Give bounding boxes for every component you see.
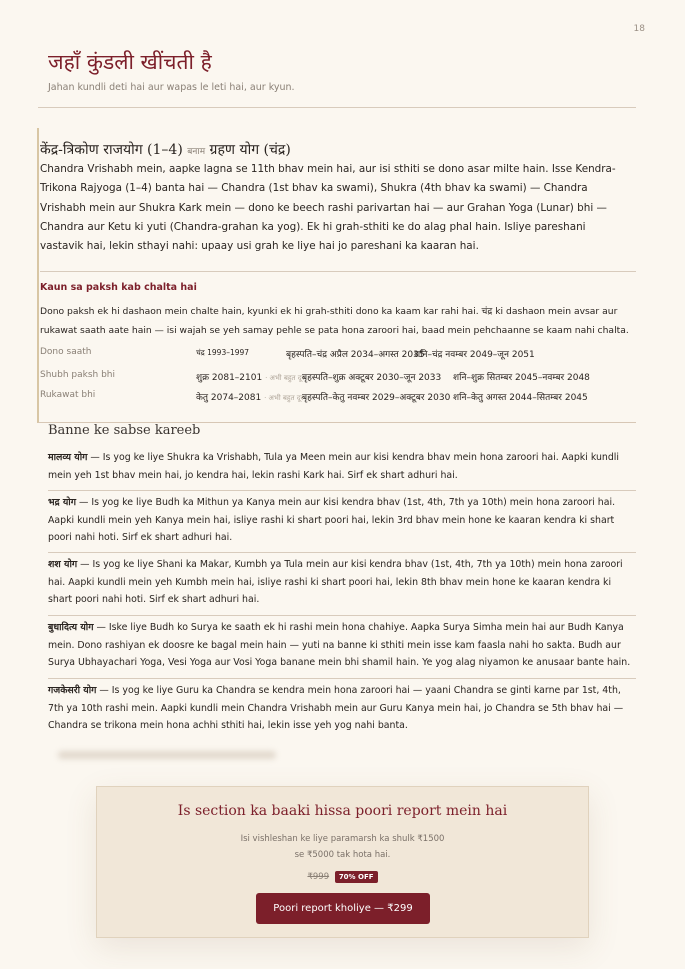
divider (48, 552, 636, 553)
timeline-period: शनि–केतु अगस्त 2044–सितम्बर 2045 (453, 393, 588, 403)
open-report-button[interactable]: Poori report kholiye — ₹299 (256, 893, 430, 924)
divider (48, 615, 636, 616)
page-subtitle: Jahan kundli deti hai aur wapas le leti hai, aur kyun. (48, 82, 295, 93)
timeline-period: बृहस्पति–शुक्र अक्टूबर 2030–जून 2033 (302, 373, 442, 383)
paywall-card (96, 786, 589, 938)
yoga-description: Chandra Vrishabh mein, aapke lagna se 11th bhav mein hai, aur isi sthiti se dono asar milte hain. Isse Kendra-Trikona Rajyoga (1–4) banta hai — Chandra (1st bhav ka swami), Shukra (4th bhav ka swami) — Chandra Vrishabh mein aur Shukra Kark mein — dono ke beech rashi parivartan hai — aur Grahan Yoga (Lunar) bhi — Chandra aur Ketu ki yuti (Chandra-grahan ka yog). Ek hi grah-sthiti ke do alag phal hain. Isliye pareshani vastavik hai, lekin sthayi nahi: upaay usi grah ke liye hai jo pareshani ka kaaran hai. (40, 163, 616, 253)
timeline-period (196, 390, 303, 403)
paywall-title: Is section ka baaki hissa poori report mein hai (177, 803, 508, 819)
yoga-heading-versus: बनाम (187, 147, 206, 157)
timeline-row (40, 390, 636, 406)
timeline-label: Dono saath (40, 347, 92, 357)
timeline-period-main: केतु 2074–2081 (196, 393, 262, 403)
yoga-item-name: गजकेसरी योग (48, 685, 97, 696)
yoga-heading-main: केंद्र-त्रिकोण राजयोग (1–4) (40, 142, 183, 158)
yoga-heading-second: ग्रहण योग (चंद्र) (209, 142, 291, 158)
yoga-item-name: बुधादित्य योग (48, 622, 94, 633)
paywall-description-line: Isi vishleshan ke liye paramarsh ka shulk ₹1500 (240, 834, 445, 844)
yoga-item (48, 449, 636, 484)
yoga-heading (40, 140, 291, 159)
timeline-period: चंद्र 1993–1997 (196, 348, 250, 357)
timeline-period: शनि–शुक्र सितम्बर 2045–नवम्बर 2048 (453, 373, 590, 383)
timeline-note: · अभी बहुत दूर (264, 394, 304, 402)
yoga-item (48, 682, 636, 735)
yoga-item-text: — Is yog ke liye Shani ka Makar, Kumbh ya Tula mein aur kisi kendra bhav (1st, 4th, 7th ya 10th) mein hona zaroori hai. Aapki kundli mein yeh Kumbh mein hai, isliye rashi ki shart poori hai, lekin 8th bhav mein hone ke kaaran kendra ki shart poori nahi hoti. Sirf ek shart adhuri hai. (48, 559, 623, 606)
paywall-description (97, 831, 588, 863)
divider (48, 490, 636, 491)
timeline-period-main: शुक्र 2081–2101 (196, 373, 263, 383)
yoga-item (48, 494, 636, 547)
blurred-content (58, 751, 276, 759)
divider (48, 678, 636, 679)
section-title: Banne ke sabse kareeb (48, 423, 201, 438)
yoga-item-name: भद्र योग (48, 497, 76, 508)
old-price: ₹999 (307, 872, 330, 882)
yoga-item (48, 556, 636, 609)
timeline-row (40, 370, 636, 386)
timeline-note: · अभी बहुत दूर (265, 374, 305, 382)
timeline-period: बृहस्पति–चंद्र अप्रैल 2034–अगस्त 2035 (286, 350, 425, 360)
yoga-comparison-box (37, 128, 636, 423)
timeline-period (196, 370, 304, 383)
divider (40, 271, 636, 272)
yoga-item (48, 619, 636, 672)
paksh-subheading: Kaun sa paksh kab chalta hai (40, 282, 197, 293)
page-title: जहाँ कुंडली खींचती है (48, 50, 212, 74)
paywall-description-line: se ₹5000 tak hota hai. (294, 850, 391, 860)
timeline-label: Rukawat bhi (40, 390, 96, 400)
divider (38, 107, 636, 108)
page-number: 18 (633, 24, 645, 34)
paksh-description: Dono paksh ek hi dashaon mein chalte hain, kyunki ek hi grah-sthiti dono ka kaam kar rahi hai. चंद्र ki dashaon mein avsar aur rukawat saath aate hain — isi wajah se yeh samay pehle se pata hona zaroori hai, baad mein pehchaanne se kaam nahi chalta. (40, 306, 629, 336)
timeline-period: बृहस्पति–केतु नवम्बर 2029–अक्टूबर 2030 (302, 393, 451, 403)
yoga-item-name: शश योग (48, 559, 78, 570)
yoga-item-name: मालव्य योग (48, 452, 88, 463)
timeline-row (40, 347, 636, 363)
price-row (97, 871, 588, 883)
yoga-item-text: — Is yog ke liye Shukra ka Vrishabh, Tula ya Meen mein aur kisi kendra bhav mein hona zaroori hai. Aapki kundli mein yeh 1st bhav mein hai, jo kendra hai, lekin rashi Kark hai. Sirf ek shart adhuri hai. (48, 452, 620, 481)
timeline-label: Shubh paksh bhi (40, 370, 116, 380)
yoga-item-text: — Iske liye Budh ko Surya ke saath ek hi rashi mein hona chahiye. Aapka Surya Simha mein hai aur Budh Kanya mein. Dono rashiyan ek doosre ke bagal mein hain — yuti na banne ki sthiti mein isse kam faasla nahi ho sakta. Budh aur Surya Ubhayachari Yoga, Vesi Yoga aur Vosi Yoga banane mein bhi shamil hain. Ye yog alag niyamon ke anusaar bante hain. (48, 622, 631, 669)
yoga-item-text: — Is yog ke liye Guru ka Chandra se kendra mein hona zaroori hai — yaani Chandra se ginti karne par 1st, 4th, 7th ya 10th rashi mein. Aapki kundli mein Chandra Vrishabh mein aur Guru Kanya mein hai, jo Chandra se 5th bhav hai — Chandra se trikona mein hona achhi sthiti hai, lekin isse yeh yog nahi banta. (48, 685, 624, 732)
timeline-period: शनि–चंद्र नवम्बर 2049–जून 2051 (414, 350, 535, 360)
discount-badge: 70% OFF (335, 871, 378, 883)
yoga-item-text: — Is yog ke liye Budh ka Mithun ya Kanya mein aur kisi kendra bhav (1st, 4th, 7th ya 10th) mein hona zaroori hai. Aapki kundli mein yeh Kanya mein hai, isliye rashi ki shart poori hai, lekin 3rd bhav mein hone ke kaaran kendra ki shart poori nahi hoti. Sirf ek shart adhuri hai. (48, 497, 616, 544)
